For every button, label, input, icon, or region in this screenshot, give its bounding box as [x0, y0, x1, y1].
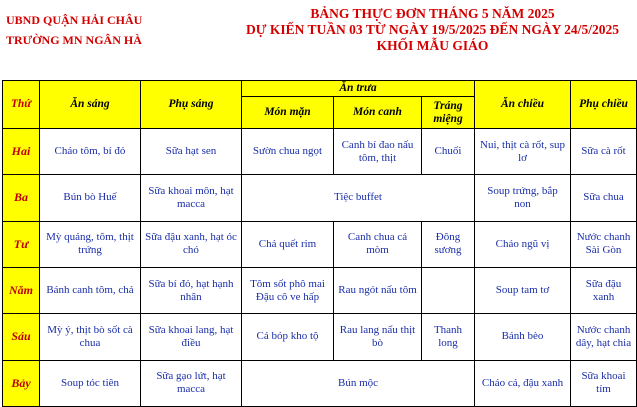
afternoon-snack-cell: Sữa chua [571, 175, 637, 221]
day-cell: Hai [3, 129, 40, 175]
afternoon-meal-cell: Soup trứng, bắp non [475, 175, 571, 221]
afternoon-meal-cell: Cháo cá, đậu xanh [475, 360, 571, 406]
header-afternoon-meal: Ăn chiều [475, 81, 571, 129]
afternoon-meal-cell: Bánh bèo [475, 314, 571, 360]
day-cell: Bảy [3, 360, 40, 406]
afternoon-snack-cell: Nước chanh Sài Gòn [571, 221, 637, 267]
morning-snack-cell: Sữa khoai lang, hạt điều [141, 314, 242, 360]
soup-cell: Canh chua cá mòm [334, 221, 422, 267]
soup-cell: Rau lang nấu thịt bò [334, 314, 422, 360]
school-name: TRƯỜNG MN NGÂN HÀ [6, 33, 142, 47]
breakfast-cell: Cháo tôm, bí đỏ [40, 129, 141, 175]
morning-snack-cell: Sữa khoai môn, hạt macca [141, 175, 242, 221]
morning-snack-cell: Sữa bí đỏ, hạt hạnh nhân [141, 267, 242, 313]
main-dish-cell: Chả quết rim [242, 221, 334, 267]
morning-snack-cell: Sữa hạt sen [141, 129, 242, 175]
day-cell: Tư [3, 221, 40, 267]
header-soup: Món canh [334, 97, 422, 129]
menu-title-block [228, 6, 637, 54]
table-row [3, 221, 637, 267]
dessert-cell [422, 267, 475, 313]
lunch-merged-cell: Bún mộc [242, 360, 475, 406]
table-row [3, 360, 637, 406]
afternoon-snack-cell: Sữa khoai tím [571, 360, 637, 406]
header-afternoon-snack: Phụ chiều [571, 81, 637, 129]
header-day: Thứ [3, 81, 40, 129]
dessert-cell: Chuối [422, 129, 475, 175]
afternoon-meal-cell: Cháo ngũ vị [475, 221, 571, 267]
afternoon-meal-cell: Nui, thịt cà rốt, sup lơ [475, 129, 571, 175]
dessert-cell: Thanh long [422, 314, 475, 360]
day-cell: Sáu [3, 314, 40, 360]
day-cell: Ba [3, 175, 40, 221]
soup-cell: Rau ngót nấu tôm [334, 267, 422, 313]
school-header [6, 10, 166, 50]
table-row [3, 175, 637, 221]
district-name: UBND QUẬN HẢI CHÂU [6, 13, 143, 27]
breakfast-cell: Soup tóc tiên [40, 360, 141, 406]
main-dish-cell: Cá bóp kho tộ [242, 314, 334, 360]
day-cell: Năm [3, 267, 40, 313]
header-lunch: Ăn trưa [242, 81, 475, 97]
lunch-merged-cell: Tiệc buffet [242, 175, 475, 221]
afternoon-meal-cell: Soup tam tơ [475, 267, 571, 313]
breakfast-cell: Mỳ ý, thịt bò sốt cà chua [40, 314, 141, 360]
afternoon-snack-cell: Sữa đậu xanh [571, 267, 637, 313]
afternoon-snack-cell: Sữa cà rốt [571, 129, 637, 175]
morning-snack-cell: Sữa gạo lứt, hạt macca [141, 360, 242, 406]
main-dish-cell: Sườn chua ngọt [242, 129, 334, 175]
menu-table [2, 80, 637, 407]
header-breakfast: Ăn sáng [40, 81, 141, 129]
afternoon-snack-cell: Nước chanh dây, hạt chia [571, 314, 637, 360]
main-dish-cell: Tôm sốt phô mai Đậu cô ve hấp [242, 267, 334, 313]
menu-age-group: KHỐI MẪU GIÁO [376, 38, 489, 53]
menu-week-range: DỰ KIẾN TUẦN 03 TỪ NGÀY 19/5/2025 ĐẾN NGÀY 24/5/2025 [246, 22, 619, 37]
breakfast-cell: Bánh canh tôm, chả [40, 267, 141, 313]
header-dessert: Tráng miệng [422, 97, 475, 129]
breakfast-cell: Bún bò Huế [40, 175, 141, 221]
morning-snack-cell: Sữa đậu xanh, hạt óc chó [141, 221, 242, 267]
table-row [3, 129, 637, 175]
soup-cell: Canh bí đao nấu tôm, thịt [334, 129, 422, 175]
header-main-dish: Món mặn [242, 97, 334, 129]
breakfast-cell: Mỳ quảng, tôm, thịt trứng [40, 221, 141, 267]
dessert-cell: Đông sương [422, 221, 475, 267]
header-morning-snack: Phụ sáng [141, 81, 242, 129]
table-row [3, 267, 637, 313]
table-row [3, 314, 637, 360]
menu-title: BẢNG THỰC ĐƠN THÁNG 5 NĂM 2025 [310, 6, 555, 21]
